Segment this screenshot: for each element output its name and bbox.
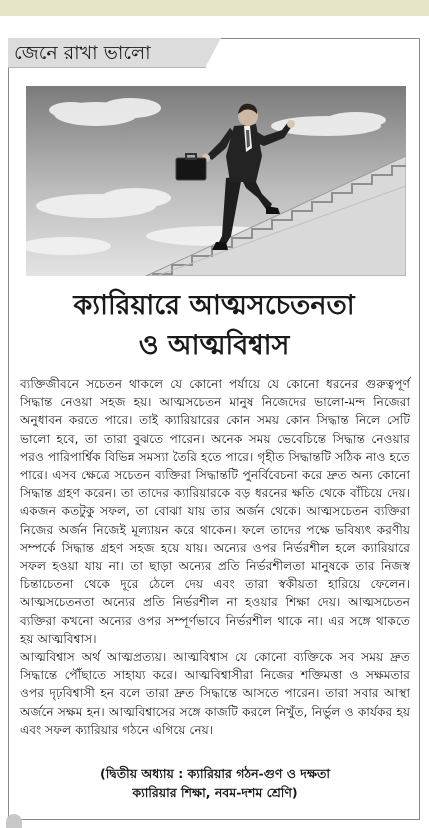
body-paragraph: আত্মবিশ্বাস অর্থ আত্মপ্রত্যয়। আত্মবিশ্বাস যে কোনো ব্যক্তিকে সব সময় দ্রুত সিদ্ধান্তে পৌঁছাতে সাহায্য করে। আত্মবিশ্বাসীরা নিজের শক্তিমত্তা ও সক্ষমতার ওপর দৃঢ়বিশ্বাসী হন বলে তারা দ্রুত সিদ্ধান্তে আসতে পারেন। তারা সবার আস্থা অর্জনে সক্ষম হন। আত্মবিশ্বাসের সঙ্গে কাজটি করলে নিখুঁত, নির্ভুল ও কার্যকর হয় এবং সফল ক্যারিয়ার গঠনে এগিয়ে নেয়। — [20, 650, 410, 737]
article-body — [20, 375, 410, 739]
section-label: জেনে রাখা ভালো — [8, 38, 206, 68]
headline-line-2: ও আত্মবিশ্বাস — [138, 330, 290, 361]
businessman-climbing-stairs-illustration — [26, 86, 406, 276]
top-color-band — [0, 0, 429, 16]
headline-line-1: ক্যারিয়ারে আত্মসচেতনতা — [73, 290, 355, 321]
source-line-1: (দ্বিতীয় অধ্যায় : ক্যারিয়ার গঠন-গুণ ও দক্ষতা — [100, 766, 330, 781]
body-paragraph: ব্যক্তিজীবনে সচেতন থাকলে যে কোনো পর্যায়ে যে কোনো ধরনের গুরুত্বপূর্ণ সিদ্ধান্ত নেওয়া সহজ হয়। আত্মসচেতন মানুষ নিজেদের ভালো-মন্দ নিজেরা অনুধাবন করতে পারে। তাই ক্যারিয়ারের কোন সময় কোন সিদ্ধান্ত নিলে সেটি ভালো হবে, তা তারা বুঝতে পারেন। অনেক সময় ভেবেচিন্তে সিদ্ধান্ত নেওয়ার পরও পারিপার্শ্বিক বিভিন্ন সমস্যা তৈরি হতে পারে। গৃহীত সিদ্ধান্তটি সঠিক নাও হতে পারে। এসব ক্ষেত্রে সচেতন ব্যক্তিরা সিদ্ধান্তটি পুনর্বিবেচনা করে দ্রুত অন্য কোনো সিদ্ধান্ত গ্রহণ করেন। তা তাদের ক্যারিয়ারকে বড় ধরনের ক্ষতি থেকে বাঁচিয়ে দেয়। একজন কতটুকু সফল, তা বোঝা যায় তার অর্জন থেকে। আত্মসচেতন ব্যক্তিরা নিজের অর্জন নিজেই মূল্যায়ন করে থাকেন। ফলে তাদের পক্ষে ভবিষ্যৎ করণীয় সম্পর্কে সিদ্ধান্ত গ্রহণ সহজ হয়ে যায়। অন্যের ওপর নির্ভরশীল হলে ক্যারিয়ারে সফল হওয়া যায় না। তা ছাড়া অন্যের প্রতি নির্ভরশীলতা মানুষকে তার নিজস্ব চিন্তাচেতনা থেকে দূরে ঠেলে দেয় এবং তারা স্বকীয়তা হারিয়ে ফেলেন। আত্মসচেতনতা অন্যের প্রতি নির্ভরশীল না হওয়ার শিক্ষা দেয়। আত্মসচেতন ব্যক্তিরা কখনো অন্যের ওপর সম্পূর্ণভাবে নির্ভরশীল থাকে না। এর সঙ্গে থাকতে হয় আত্মবিশ্বাস। — [20, 377, 410, 646]
article-photo — [26, 86, 406, 276]
page-corner-mark — [6, 814, 22, 828]
article-headline — [14, 286, 414, 366]
source-citation — [20, 764, 410, 802]
source-line-2: ক্যারিয়ার শিক্ষা, নবম-দশম শ্রেণি) — [132, 785, 298, 800]
